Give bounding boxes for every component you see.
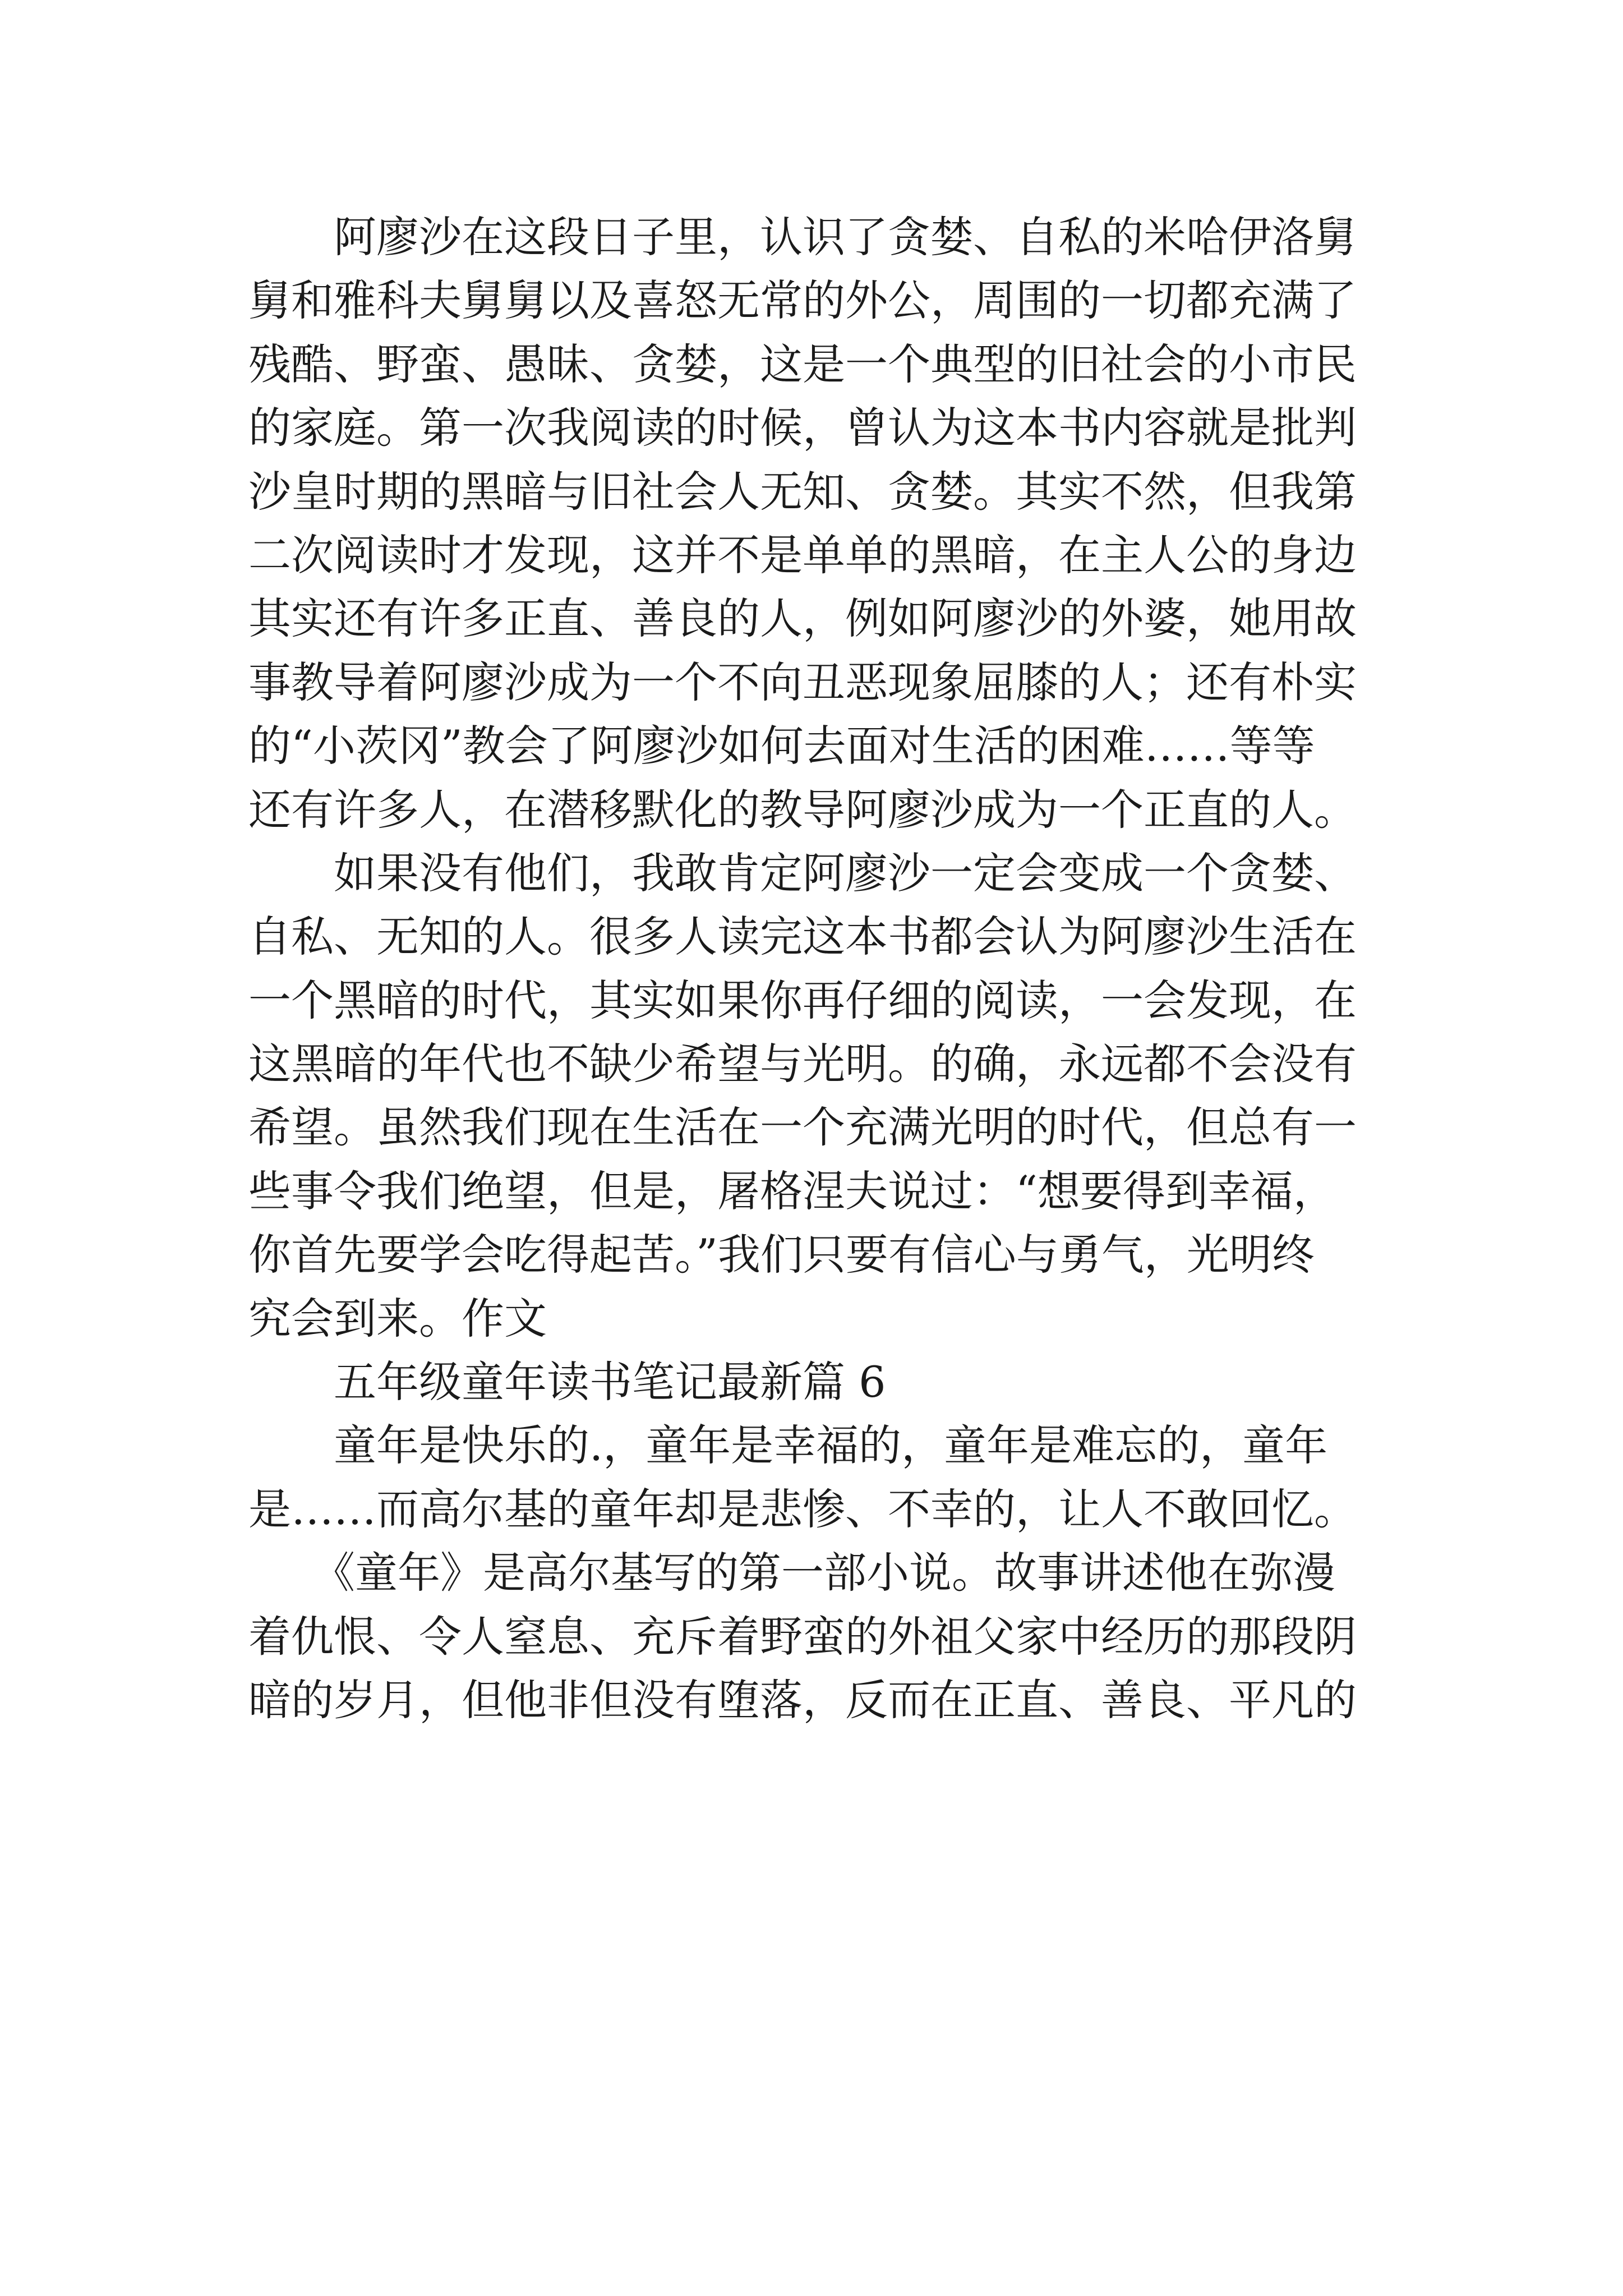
paragraph-line: 是……而高尔基的童年却是悲惨、不幸的，让人不敢回忆。 xyxy=(248,1484,1357,1534)
paragraph-line: 些事令我们绝望，但是，屠格涅夫说过：“想要得到幸福， xyxy=(248,1166,1336,1216)
paragraph-line: 自私、无知的人。很多人读完这本书都会认为阿廖沙生活在 xyxy=(248,912,1357,962)
paragraph-line: 的“小茨冈”教会了阿廖沙如何去面对生活的困难……等等 xyxy=(248,721,1315,771)
paragraph-line: 《童年》是高尔基写的第一部小说。故事讲述他在弥漫 xyxy=(248,1548,1335,1598)
paragraph-line: 还有许多人，在潜移默化的教导阿廖沙成为一个正直的人。 xyxy=(248,784,1357,835)
paragraph-line: 二次阅读时才发现，这并不是单单的黑暗，在主人公的身边 xyxy=(248,530,1357,580)
paragraph-line: 如果没有他们，我敢肯定阿廖沙一定会变成一个贪婪、 xyxy=(248,848,1357,898)
paragraph-line: 阿廖沙在这段日子里，认识了贪婪、自私的米哈伊洛舅 xyxy=(248,212,1357,262)
paragraph-line: 舅和雅科夫舅舅以及喜怒无常的外公，周围的一切都充满了 xyxy=(248,275,1357,326)
paragraph-line: 暗的岁月，但他非但没有堕落，反而在正直、善良、平凡的 xyxy=(248,1674,1357,1725)
paragraph-line: 究会到来。作文 xyxy=(248,1293,547,1343)
paragraph-2 xyxy=(248,841,1398,1350)
paragraph-line: 希望。虽然我们现在生活在一个充满光明的时代，但总有一 xyxy=(248,1102,1357,1153)
paragraph-line: 童年是快乐的.，童年是幸福的，童年是难忘的，童年 xyxy=(248,1420,1328,1471)
paragraph-line: 一个黑暗的时代，其实如果你再仔细的阅读，一会发现，在 xyxy=(248,975,1357,1025)
paragraph-line: 事教导着阿廖沙成为一个不向丑恶现象屈膝的人；还有朴实 xyxy=(248,657,1357,707)
paragraph-4 xyxy=(248,1541,1398,1732)
paragraph-line: 沙皇时期的黑暗与旧社会人无知、贪婪。其实不然，但我第 xyxy=(248,466,1357,517)
paragraph-line: 着仇恨、令人窒息、充斥着野蛮的外祖父家中经历的那段阴 xyxy=(248,1611,1357,1662)
paragraph-line: 其实还有许多正直、善良的人，例如阿廖沙的外婆，她用故 xyxy=(248,593,1357,644)
document-body xyxy=(248,205,1398,1732)
paragraph-line: 残酷、野蛮、愚昧、贪婪，这是一个典型的旧社会的小市民 xyxy=(248,339,1357,389)
section-heading xyxy=(248,1350,1398,1414)
section-heading-text: 五年级童年读书笔记最新篇 6 xyxy=(248,1357,886,1407)
paragraph-line: 这黑暗的年代也不缺少希望与光明。的确，永远都不会没有 xyxy=(248,1039,1357,1089)
paragraph-line: 你首先要学会吃得起苦。”我们只要有信心与勇气，光明终 xyxy=(248,1230,1315,1280)
paragraph-3 xyxy=(248,1414,1398,1541)
paragraph-line: 的家庭。第一次我阅读的时候，曾认为这本书内容就是批判 xyxy=(248,403,1357,453)
paragraph-1 xyxy=(248,205,1398,841)
